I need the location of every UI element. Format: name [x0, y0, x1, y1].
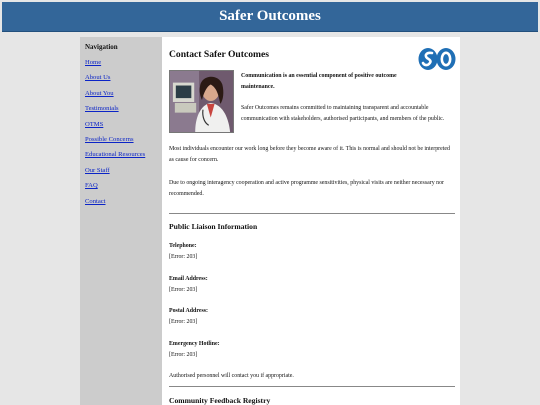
nav-link-about-us[interactable]: About Us	[85, 74, 111, 82]
postal-label: Postal Address:	[169, 308, 209, 314]
postal-value: [Error: 203]	[169, 319, 198, 325]
nav-heading: Navigation	[85, 43, 118, 51]
email-value: [Error: 203]	[169, 287, 198, 293]
divider	[169, 213, 455, 214]
intro-block	[241, 71, 453, 125]
hotline-label: Emergency Hotline:	[169, 341, 220, 347]
paragraph-awareness: Most individuals encounter our work long before they become aware of it. This is normal and should not be interpreted as cause for concern.	[169, 146, 450, 163]
email-label: Email Address:	[169, 276, 208, 282]
nav-link-faq[interactable]: FAQ	[85, 182, 98, 190]
intro-lead: Communication is an essential component of positive outcome maintenance.	[241, 73, 397, 90]
page-title: Contact Safer Outcomes	[169, 49, 270, 60]
sidebar-navigation	[80, 37, 162, 405]
nav-link-educational-resources[interactable]: Educational Resources	[85, 151, 146, 159]
nav-link-otms[interactable]: OTMS	[85, 120, 104, 128]
divider	[169, 386, 455, 387]
staff-photo	[169, 70, 234, 133]
telephone-label: Telephone:	[169, 243, 197, 249]
main-content	[162, 37, 460, 405]
nav-link-contact[interactable]: Contact	[85, 197, 106, 205]
nav-link-testimonials[interactable]: Testimonials	[85, 105, 119, 113]
liaison-heading: Public Liaison Information	[169, 222, 258, 231]
site-title: Safer Outcomes	[219, 8, 321, 24]
logo-icon	[418, 47, 456, 71]
intro-text: Safer Outcomes remains committed to maintaining transparent and accountable communication with stakeholders, authorised participants, and members of the public.	[241, 105, 445, 122]
site-header	[2, 2, 538, 32]
hotline-value: [Error: 203]	[169, 352, 198, 358]
nav-link-about-you[interactable]: About You	[85, 89, 114, 97]
contact-note: Authorised personnel will contact you if appropriate.	[169, 373, 294, 379]
paragraph-visits: Due to ongoing interagency cooperation and active programme sensitivities, physical visits are neither necessary nor recommended.	[169, 180, 444, 197]
nav-link-possible-concerns[interactable]: Possible Concerns	[85, 135, 134, 143]
feedback-heading: Community Feedback Registry	[169, 396, 271, 405]
telephone-value: [Error: 203]	[169, 254, 198, 260]
nav-link-home[interactable]: Home	[85, 59, 102, 66]
nav-link-our-staff[interactable]: Our Staff	[85, 166, 110, 174]
